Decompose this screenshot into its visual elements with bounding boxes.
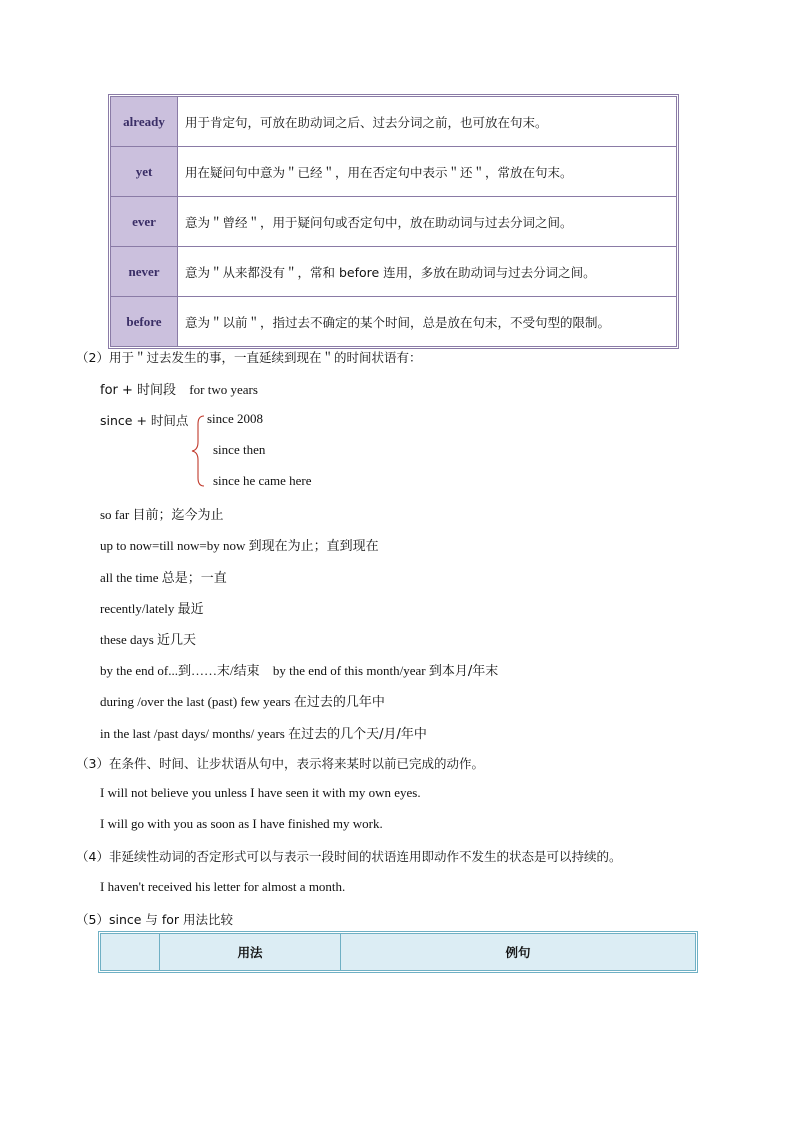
item-en: recently/lately xyxy=(100,601,175,616)
item-en: all the time xyxy=(100,570,159,585)
list-item xyxy=(100,629,196,648)
table-row xyxy=(111,247,677,297)
table-header-row xyxy=(101,934,696,971)
item-cn: 在过去的几个天/月/年中 xyxy=(288,727,427,742)
adverb-desc: 意为＂曾经＂，用于疑问句或否定句中，放在助动词与过去分词之间。 xyxy=(178,197,677,247)
item-en: during /over the last (past) few years xyxy=(100,694,291,709)
adverb-desc: 用在疑问句中意为＂已经＂，用在否定句中表示＂还＂，常放在句末。 xyxy=(178,147,677,197)
list-item xyxy=(100,535,379,554)
for-example: for two years xyxy=(189,382,258,397)
adverb-desc: 用于肯定句，可放在助动词之后、过去分词之前，也可放在句末。 xyxy=(178,97,677,147)
adverb-word: yet xyxy=(111,147,178,197)
item-cn: 总是；一直 xyxy=(161,571,227,586)
item-en: so far xyxy=(100,507,130,522)
list-item xyxy=(100,723,427,742)
since-for-table xyxy=(100,933,696,971)
list-item xyxy=(100,598,204,617)
example-sentence: I will not believe you unless I have seen it with my own eyes. xyxy=(100,785,421,800)
since-term: since + 时间点 xyxy=(100,413,189,428)
adverb-desc: 意为＂以前＂，指过去不确定的某个时间，总是放在句末，不受句型的限制。 xyxy=(178,297,677,347)
section-4-heading: （4）非延续性动词的否定形式可以与表示一段时间的状语连用即动作不发生的状态是可以持续的。 xyxy=(76,849,622,864)
item-cn: 最近 xyxy=(177,602,204,617)
example-sentence: I will go with you as soon as I have finished my work. xyxy=(100,816,383,831)
item-en: in the last /past days/ months/ years xyxy=(100,726,285,741)
header-cell-example: 例句 xyxy=(341,934,696,971)
item-en: these days xyxy=(100,632,154,647)
table-row xyxy=(111,147,677,197)
list-item xyxy=(100,504,224,523)
table-row xyxy=(111,97,677,147)
section-3-heading: （3）在条件、时间、让步状语从句中，表示将来某时以前已完成的动作。 xyxy=(76,756,484,771)
header-cell-usage: 用法 xyxy=(160,934,341,971)
adverb-word: already xyxy=(111,97,178,147)
item-cn: 近几天 xyxy=(157,633,197,648)
item-cn: 到现在为止；直到现在 xyxy=(248,539,379,554)
adverb-word: ever xyxy=(111,197,178,247)
section-2-heading: （2）用于＂过去发生的事，一直延续到现在＂的时间状语有： xyxy=(76,350,422,365)
list-item xyxy=(100,567,227,586)
item-en: up to now=till now=by now xyxy=(100,538,246,553)
table-row xyxy=(111,197,677,247)
section-5-heading: （5）since 与 for 用法比较 xyxy=(76,912,234,927)
since-example: since then xyxy=(213,442,266,457)
since-example: since he came here xyxy=(213,473,312,488)
item-extra-en: by the end of this month/year xyxy=(272,663,426,678)
table-row xyxy=(111,297,677,347)
item-extra-cn: 到本月/年末 xyxy=(428,664,499,679)
since-example: since 2008 xyxy=(207,411,263,426)
example-sentence: I haven't received his letter for almost a month. xyxy=(100,879,346,894)
adverb-desc: 意为＂从来都没有＂，常和 before 连用，多放在助动词与过去分词之间。 xyxy=(178,247,677,297)
header-cell xyxy=(101,934,160,971)
list-item xyxy=(100,691,385,710)
brace-icon xyxy=(190,414,208,488)
list-item xyxy=(100,660,498,679)
adverb-word: before xyxy=(111,297,178,347)
for-line xyxy=(100,379,258,398)
adverb-word: never xyxy=(111,247,178,297)
adverb-table xyxy=(110,96,677,347)
for-term: for + 时间段 xyxy=(100,383,177,398)
item-cn: 目前；迄今为止 xyxy=(132,508,224,523)
item-cn: 在过去的几年中 xyxy=(293,695,385,710)
item-en: by the end of...到……末/结束 xyxy=(100,663,260,678)
